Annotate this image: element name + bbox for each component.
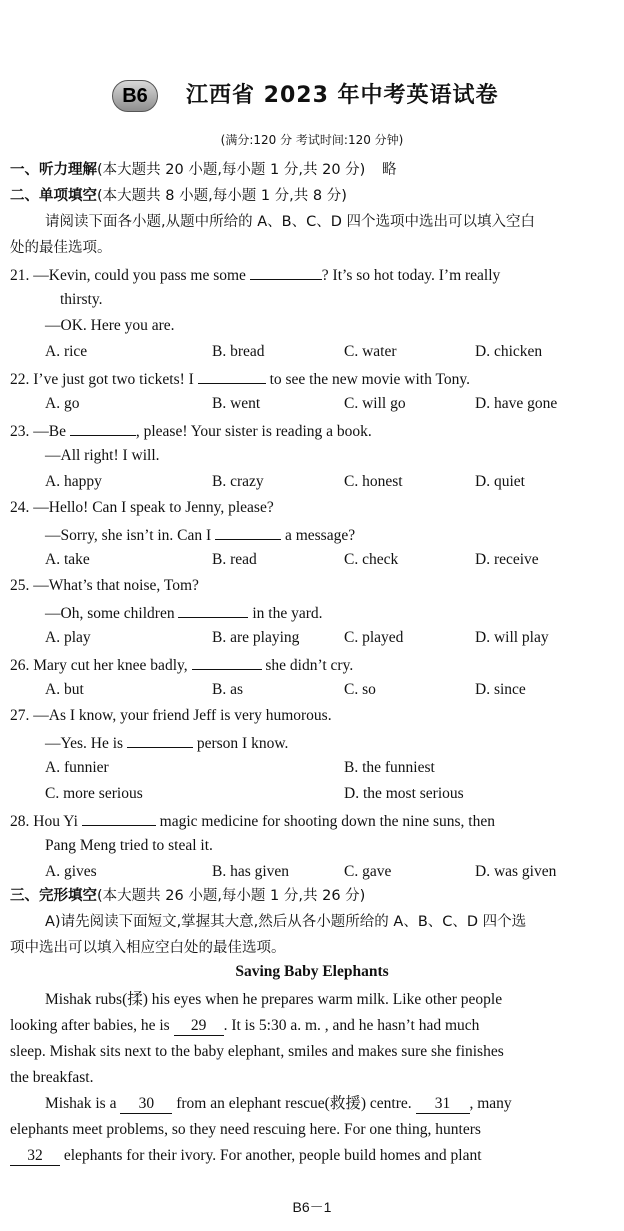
question-25 <box>10 576 199 596</box>
page-number: B6－1 <box>292 1199 332 1215</box>
option-d[interactable]: D. quiet <box>475 473 525 490</box>
question-21 <box>10 264 500 286</box>
question-text: a message? <box>284 527 356 544</box>
option-d[interactable]: D. since <box>475 681 526 698</box>
question-number: 21. <box>10 267 30 284</box>
option-b[interactable]: B. the funniest <box>344 759 435 776</box>
option-d[interactable]: D. will play <box>475 629 549 646</box>
question-text: to see the new movie with Tony. <box>269 371 470 388</box>
option-b[interactable]: B. bread <box>212 343 265 360</box>
question-number: 23. <box>10 423 30 440</box>
option-c[interactable]: C. so <box>344 681 376 698</box>
option-c[interactable]: C. played <box>344 629 404 646</box>
option-b[interactable]: B. are playing <box>212 629 300 646</box>
section-desc: (本大题共 26 小题,每小题 1 分,共 26 分) <box>97 888 366 904</box>
option-b[interactable]: B. has given <box>212 863 290 880</box>
question-text <box>45 524 355 546</box>
question-text: thirsty. <box>60 291 103 308</box>
answer-blank[interactable] <box>127 732 193 748</box>
question-number: 22. <box>10 371 30 388</box>
section-desc: (本大题共 8 小题,每小题 1 分,共 8 分) <box>97 188 347 204</box>
option-b[interactable]: B. read <box>212 551 257 568</box>
option-b[interactable]: B. as <box>212 681 243 698</box>
question-number: 24. <box>10 499 30 516</box>
option-a[interactable]: A. happy <box>45 473 102 490</box>
question-27 <box>10 706 332 726</box>
question-number: 28. <box>10 813 30 830</box>
question-number: 27. <box>10 707 30 724</box>
question-text: —What’s that noise, Tom? <box>33 577 199 594</box>
answer-blank[interactable] <box>250 264 322 280</box>
passage-line <box>10 1016 479 1036</box>
section-heading: 二、单项填空 <box>10 188 97 204</box>
question-text: person I know. <box>196 735 289 752</box>
question-text: in the yard. <box>252 605 323 622</box>
option-a[interactable]: A. rice <box>45 343 88 360</box>
option-c[interactable]: C. will go <box>344 395 406 412</box>
passage-line <box>45 1094 512 1114</box>
answer-blank[interactable] <box>215 524 281 540</box>
option-d[interactable]: D. the most serious <box>344 785 464 802</box>
question-23 <box>10 420 372 442</box>
passage-text: looking after babies, he is <box>10 1017 170 1034</box>
question-text: —Kevin, could you pass me some <box>33 267 246 284</box>
option-d[interactable]: D. chicken <box>475 343 543 360</box>
question-text <box>45 602 323 624</box>
question-text <box>45 732 288 754</box>
option-b[interactable]: B. crazy <box>212 473 264 490</box>
question-text: —Sorry, she isn’t in. Can I <box>45 527 212 544</box>
answer-blank[interactable] <box>70 420 136 436</box>
question-text: Mary cut her knee badly, <box>33 657 188 674</box>
section-cloze <box>10 886 365 906</box>
section-listening <box>10 160 396 180</box>
passage-text: Mishak is a <box>45 1095 117 1112</box>
question-24 <box>10 498 274 518</box>
page-title: 江西省 2023 年中考英语试卷 <box>186 83 499 108</box>
passage-text: elephants for their ivory. For another, people build homes and plant <box>63 1147 482 1164</box>
question-number: 25. <box>10 577 30 594</box>
option-c[interactable]: C. check <box>344 551 399 568</box>
option-d[interactable]: D. have gone <box>475 395 558 412</box>
option-a[interactable]: A. funnier <box>45 759 109 776</box>
passage-line: the breakfast. <box>10 1069 94 1086</box>
passage-line: Mishak rubs(揉) his eyes when he prepares warm milk. Like other people <box>45 991 503 1008</box>
answer-blank[interactable] <box>178 602 248 618</box>
question-text: she didn’t cry. <box>265 657 354 674</box>
passage-text: . It is 5:30 a. m. , and he hasn’t had much <box>223 1017 480 1034</box>
option-d[interactable]: D. receive <box>475 551 539 568</box>
blank-31[interactable]: 31 <box>416 1095 470 1114</box>
question-text: Pang Meng tried to steal it. <box>45 837 213 854</box>
option-c[interactable]: C. honest <box>344 473 403 490</box>
question-text: magic medicine for shooting down the nine suns, then <box>159 813 495 830</box>
blank-29[interactable]: 29 <box>174 1017 224 1036</box>
option-c[interactable]: C. more serious <box>45 785 143 802</box>
answer-blank[interactable] <box>192 654 262 670</box>
option-a[interactable]: A. play <box>45 629 91 646</box>
exam-info: (满分:120 分 考试时间:120 分钟) <box>220 133 404 147</box>
passage-text: , many <box>469 1095 512 1112</box>
passage-line: elephants meet problems, so they need rescuing here. For one thing, hunters <box>10 1121 481 1138</box>
blank-30[interactable]: 30 <box>120 1095 172 1114</box>
question-28 <box>10 810 495 832</box>
option-d[interactable]: D. was given <box>475 863 557 880</box>
question-text: —OK. Here you are. <box>45 317 175 334</box>
question-text: —Hello! Can I speak to Jenny, please? <box>33 499 274 516</box>
question-text: —All right! I will. <box>45 447 160 464</box>
section-desc: (本大题共 20 小题,每小题 1 分,共 20 分) <box>97 162 366 178</box>
question-text: —Yes. He is <box>45 735 124 752</box>
section-heading: 一、听力理解 <box>10 162 97 178</box>
section-instruction: 请阅读下面各小题,从题中所给的 A、B、C、D 四个选项中选出可以填入空白 <box>45 214 535 230</box>
passage-title: Saving Baby Elephants <box>235 963 389 980</box>
question-number: 26. <box>10 657 30 674</box>
question-26 <box>10 654 353 676</box>
section-instruction: 项中选出可以填入相应空白处的最佳选项。 <box>10 940 286 956</box>
passage-text: from an elephant rescue(救援) centre. <box>176 1095 412 1112</box>
question-text: —As I know, your friend Jeff is very humorous. <box>33 707 332 724</box>
section-heading: 三、完形填空 <box>10 888 97 904</box>
answer-blank[interactable] <box>198 368 266 384</box>
option-a[interactable]: A. gives <box>45 863 97 880</box>
passage-line: sleep. Mishak sits next to the baby elephant, smiles and makes sure she finishes <box>10 1043 504 1060</box>
passage-line <box>10 1146 482 1166</box>
answer-blank[interactable] <box>82 810 156 826</box>
option-c[interactable]: C. water <box>344 343 397 360</box>
option-a[interactable]: A. go <box>45 395 80 412</box>
option-b[interactable]: B. went <box>212 395 261 412</box>
section-note: 略 <box>381 162 397 178</box>
question-text: , please! Your sister is reading a book. <box>135 423 372 440</box>
question-text: ? It’s so hot today. I’m really <box>321 267 501 284</box>
section-instruction: 处的最佳选项。 <box>10 240 112 256</box>
question-text: I’ve just got two tickets! I <box>33 371 194 388</box>
question-text: Hou Yi <box>33 813 78 830</box>
question-text: —Be <box>33 423 66 440</box>
question-text: —Oh, some children <box>45 605 175 622</box>
section-instruction: A)请先阅读下面短文,掌握其大意,然后从各小题所给的 A、B、C、D 四个选 <box>45 914 527 930</box>
section-single-choice <box>10 186 347 206</box>
blank-32[interactable]: 32 <box>10 1147 60 1166</box>
option-c[interactable]: C. gave <box>344 863 392 880</box>
option-a[interactable]: A. but <box>45 681 84 698</box>
exam-code-badge: B6 <box>112 80 158 112</box>
question-22 <box>10 368 470 390</box>
option-a[interactable]: A. take <box>45 551 90 568</box>
